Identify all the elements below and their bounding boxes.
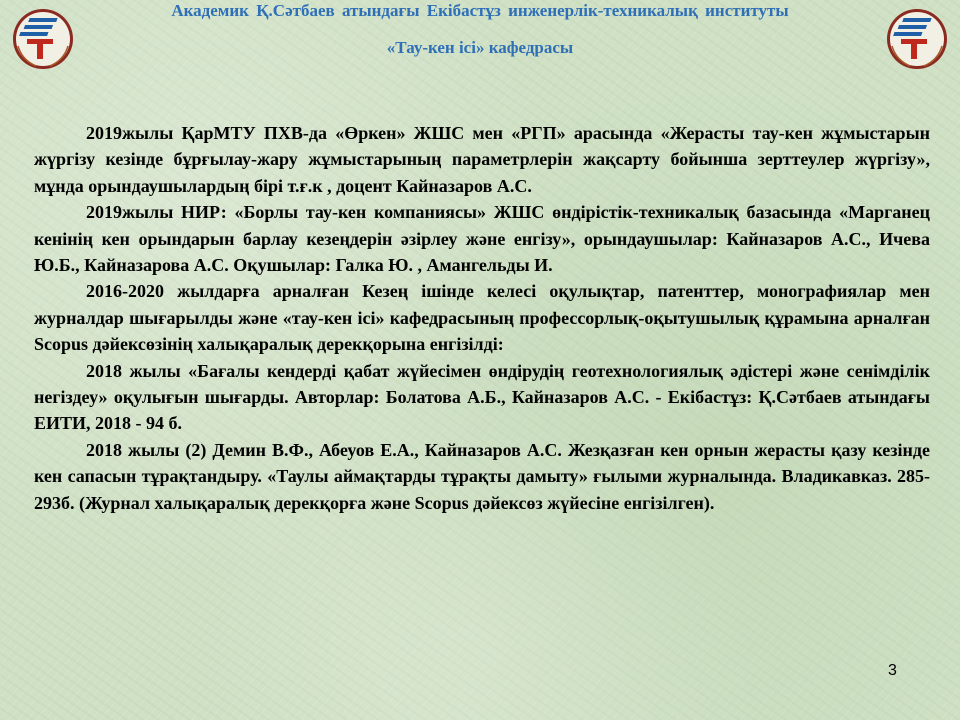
slide-body [34,120,930,516]
institute-emblem-icon [884,6,950,72]
department-name: «Тау-кен ісі» кафедрасы [386,38,574,57]
paragraph-4: 2018 жылы «Бағалы кендерді қабат жүйесімен өндірудің геотехнологиялық әдістері және сенімділік негіздеу» оқулығын шығарды. Авторлар: Болатова А.Б., Кайназаров А.С. - Екібастұз: Қ.Сәтбаев атындағы ЕИТИ, 2018 - 94 б. [34,360,930,434]
institute-name: Академик Қ.Сәтбаев атындағы Екібастұз инженерлік-техникалық институты [171,1,789,20]
institute-emblem-icon [10,6,76,72]
slide-header [90,0,870,59]
page-number: 3 [888,662,897,679]
paragraph-3: 2016-2020 жылдарға арналған Кезең ішінде келесі оқулықтар, патенттер, монографиялар мен журналдар шығарылды және «тау-кен ісі» кафедрасының профессорлық-оқытушылық құрамына арналған Scopus дәйексөзінің халықаралық дерекқорына енгізілді: [34,281,930,355]
paragraph-1: 2019жылы ҚарМТУ ПХВ-да «Өркен» ЖШС мен «РГП» арасында «Жерасты тау-кен жұмыстарын жүргізу кезінде бұрғылау-жару жұмыстарының параметрлерін жақсарту бойынша зерттеулер жүргізу», мұнда орындаушылардың бірі т.ғ.к , доцент Кайназаров А.С. [34,123,930,196]
paragraph-2: 2019жылы НИР: «Борлы тау-кен компаниясы» ЖШС өндірістік-техникалық базасында «Марганец кенінің кен орындарын барлау кезеңдерін әзірлеу және енгізу», орындаушылар: Кайназаров А.С., Ичева Ю.Б., Кайназарова А.С. Оқушылар: Галка Ю. , Амангельды И. [34,202,930,276]
paragraph-5: 2018 жылы (2) Демин В.Ф., Абеуов Е.А., Кайназаров А.С. Жезқазған кен орнын жерасты қазу кезінде кен сапасын тұрақтандыру. «Таулы аймақтарды тұрақты дамыту» ғылыми журналында. Владикавказ. 285-293б. (Журнал халықаралық дерекқорға және Scopus дәйексөз жүйесіне енгізілген). [34,439,930,513]
